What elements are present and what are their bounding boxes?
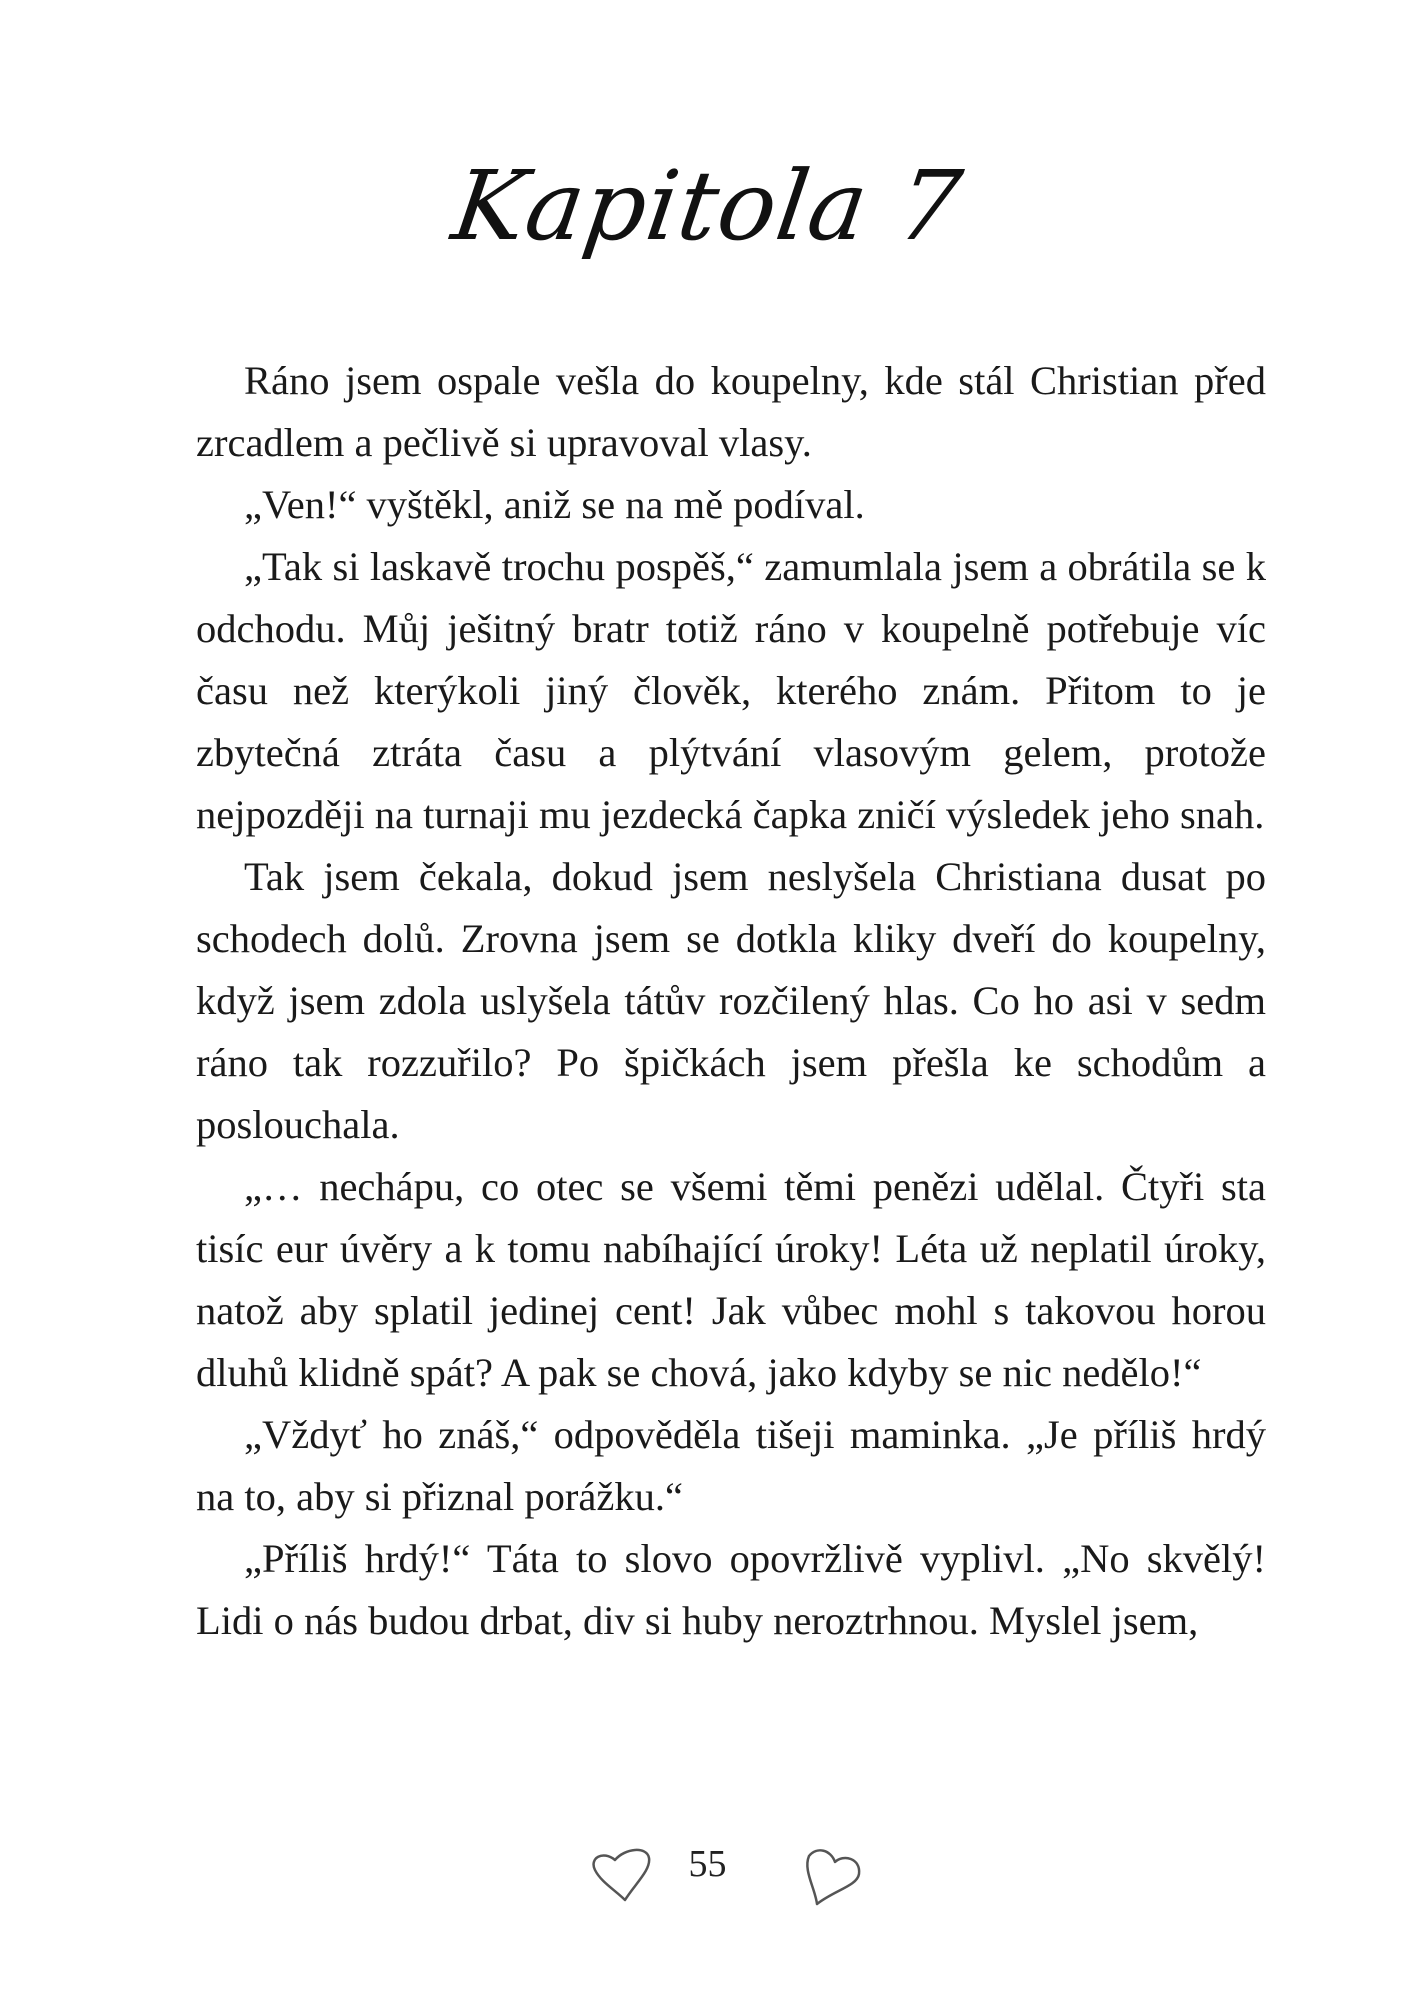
paragraph-3: „Tak si laskavě trochu pospěš,“ zamumlala jsem a obrátila se k odchodu. Můj ješitný bratr totiž ráno v koupelně potřebuje víc času než kterýkoli jiný člověk, kterého znám. Přitom to je zbytečná ztráta času a plýtvání vlasovým gelem, protože nejpozději na turnaji mu jezdecká čapka zničí výsledek jeho snah. xyxy=(196,544,1266,837)
chapter-title: Kapitola 7 xyxy=(446,150,969,262)
chapter-body xyxy=(196,350,1266,1652)
paragraph-2: „Ven!“ vyštěkl, aniž se na mě podíval. xyxy=(244,482,865,527)
paragraph-5: „… nechápu, co otec se všemi těmi penězi udělal. Čtyři sta tisíc eur úvěry a k tomu nabíhající úroky! Léta už neplatil úroky, natož aby splatil jedinej cent! Jak vůbec mohl s takovou horou dluhů klidně spát? A pak se chová, jako kdyby se nic nedělo!“ xyxy=(196,1164,1266,1395)
paragraph-1: Ráno jsem ospale vešla do koupelny, kde stál Christian před zrcadlem a pečlivě si upravoval vlasy. xyxy=(196,358,1266,465)
heart-outline-icon xyxy=(795,1840,875,1910)
page-footer xyxy=(0,1820,1415,1920)
page-number: 55 xyxy=(688,1843,727,1885)
paragraph-7: „Příliš hrdý!“ Táta to slovo opovržlivě vyplivl. „No skvělý! Lidi o nás budou drbat, div si huby neroztrhnou. Myslel jsem, xyxy=(196,1536,1266,1643)
paragraph-4: Tak jsem čekala, dokud jsem neslyšela Christiana dusat po schodech dolů. Zrovna jsem se dotkla kliky dveří do koupelny, když jsem zdola uslyšela tátův rozčilený hlas. Co ho asi v sedm ráno tak rozzuřilo? Po špičkách jsem přešla ke schodům a poslouchala. xyxy=(196,854,1266,1147)
paragraph-6: „Vždyť ho znáš,“ odpověděla tišeji maminka. „Je příliš hrdý na to, aby si přiznal porážku.“ xyxy=(196,1412,1266,1519)
